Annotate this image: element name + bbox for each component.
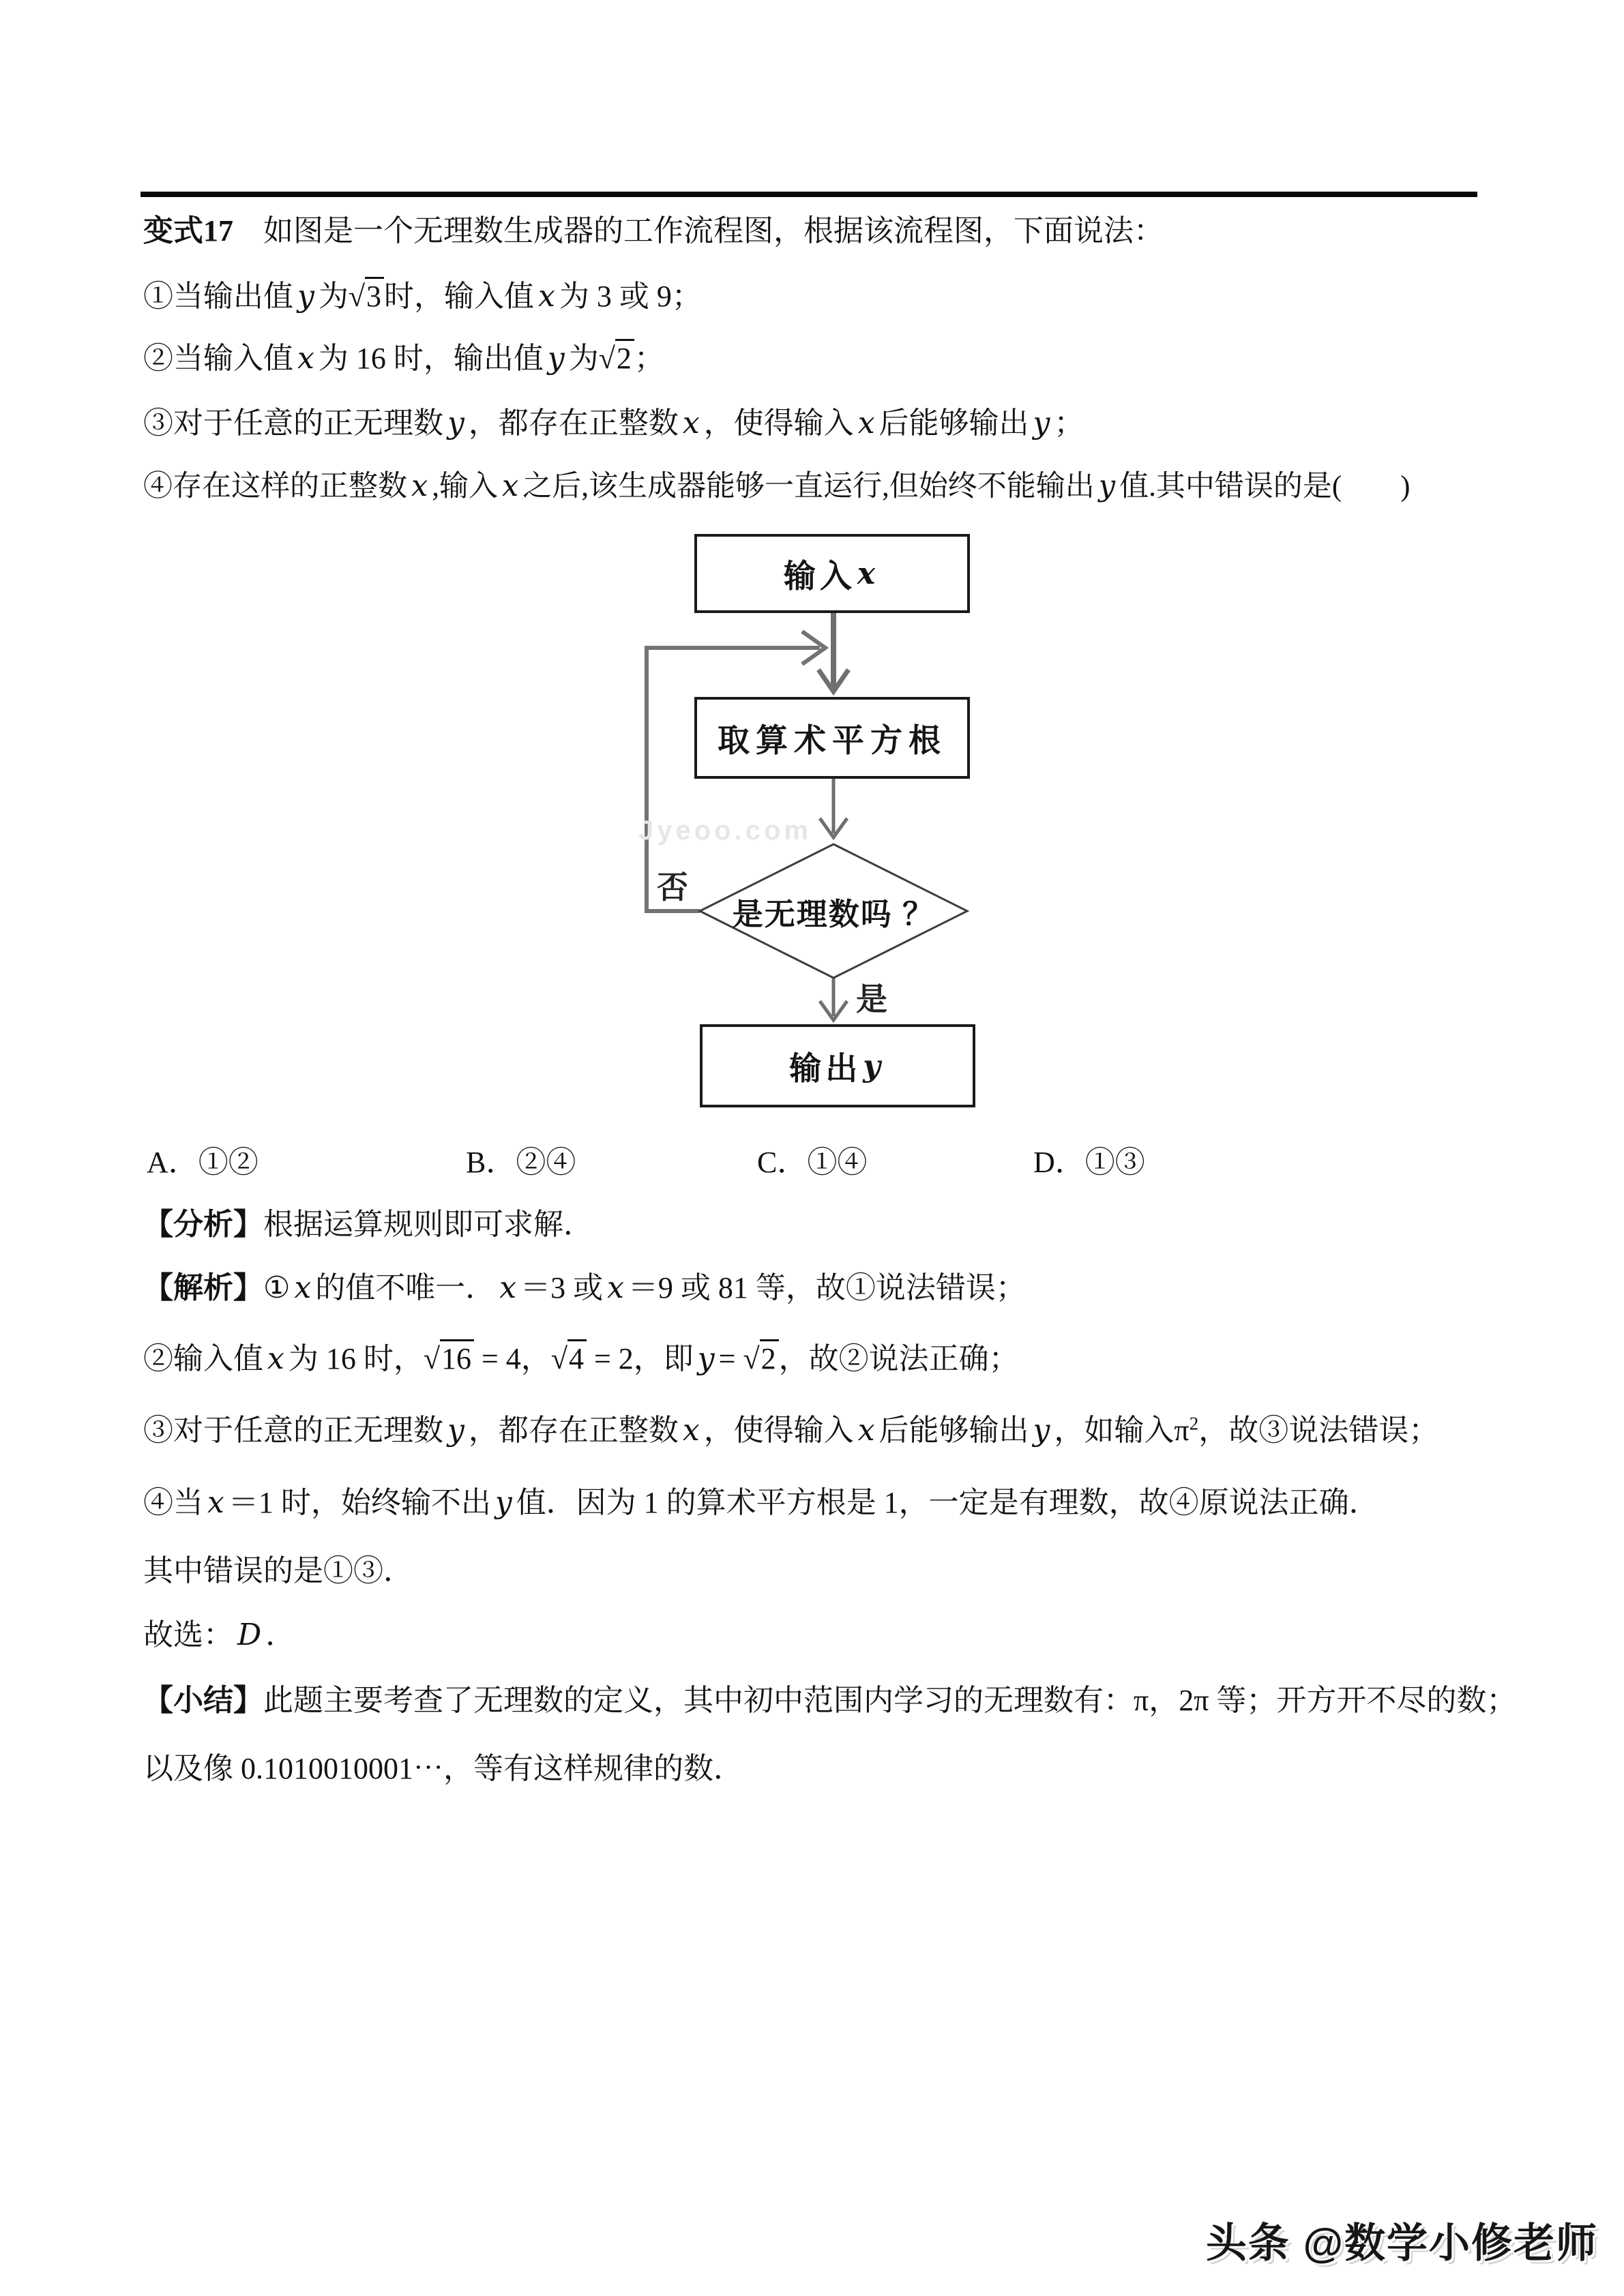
process-box-label: 取算术平方根 xyxy=(718,721,947,758)
analysis-line: 【分析】根据运算规则即可求解． xyxy=(143,1208,593,1241)
decision-label: 是无理数吗 ？ xyxy=(732,896,935,931)
top-divider xyxy=(141,192,1477,197)
option-b: B．②④ xyxy=(466,1146,576,1179)
flowchart-watermark: Jyeoo.com xyxy=(638,816,812,846)
option-d: D．①③ xyxy=(1033,1146,1145,1179)
solution-step-4: ④当 x ＝1 时，始终输不出 y 值．因为 1 的算术平方根是 1，一定是有理数，故④原说法正确． xyxy=(143,1485,1379,1520)
conclusion-line: 其中错误的是①③． xyxy=(143,1554,413,1587)
statement-2: ②当输入值 x 为 16 时，输出值 y 为√2； xyxy=(143,338,664,380)
problem-title: 变式17 如图是一个无理数生成器的工作流程图，根据该流程图，下面说法： xyxy=(143,214,1164,248)
yes-branch-label: 是 xyxy=(856,981,887,1017)
bottom-watermark: 头条 @数学小修老师 xyxy=(1205,2220,1598,2266)
option-c: C．①④ xyxy=(757,1146,868,1179)
option-a: A．①② xyxy=(147,1146,259,1179)
summary-line-1: 【小结】此题主要考查了无理数的定义，其中初中范围内学习的无理数有：π，2π 等；开方开不尽的数； xyxy=(143,1684,1517,1717)
no-branch-label: 否 xyxy=(657,869,688,905)
statement-4: ④存在这样的正整数 x ,输入 x 之后,该生成器能够一直运行,但始终不能输出 y 值.其中错误的是( ) xyxy=(143,469,1411,503)
answer-line: 故选： D ． xyxy=(143,1617,296,1652)
solution-step-3: ③对于任意的正无理数 y ，都存在正整数 x ，使得输入 x 后能够输出 y ，如输入$\pi^2$，故③说法错误； xyxy=(143,1413,1439,1448)
summary-line-2: 以及像 0.1010010001⋯，等有这样规律的数． xyxy=(143,1752,743,1785)
solution-step-1: 【解析】① x 的值不唯一． x ＝3 或 x ＝9 或 81 等，故①说法错误； xyxy=(143,1270,1026,1305)
statement-1: ①当输出值 y 为√3时，输入值 x 为 3 或 9； xyxy=(143,275,702,318)
solution-step-2: ②输入值 x 为 16 时，√16 = 4，√4 = 2，即 y = √2，故②说法正确； xyxy=(143,1338,1019,1380)
input-box-label: 输入 x xyxy=(783,556,880,594)
output-box-label: 输出 y xyxy=(789,1048,885,1086)
statement-3: ③对于任意的正无理数 y ，都存在正整数 x ，使得输入 x 后能够输出 y ； xyxy=(143,406,1084,441)
